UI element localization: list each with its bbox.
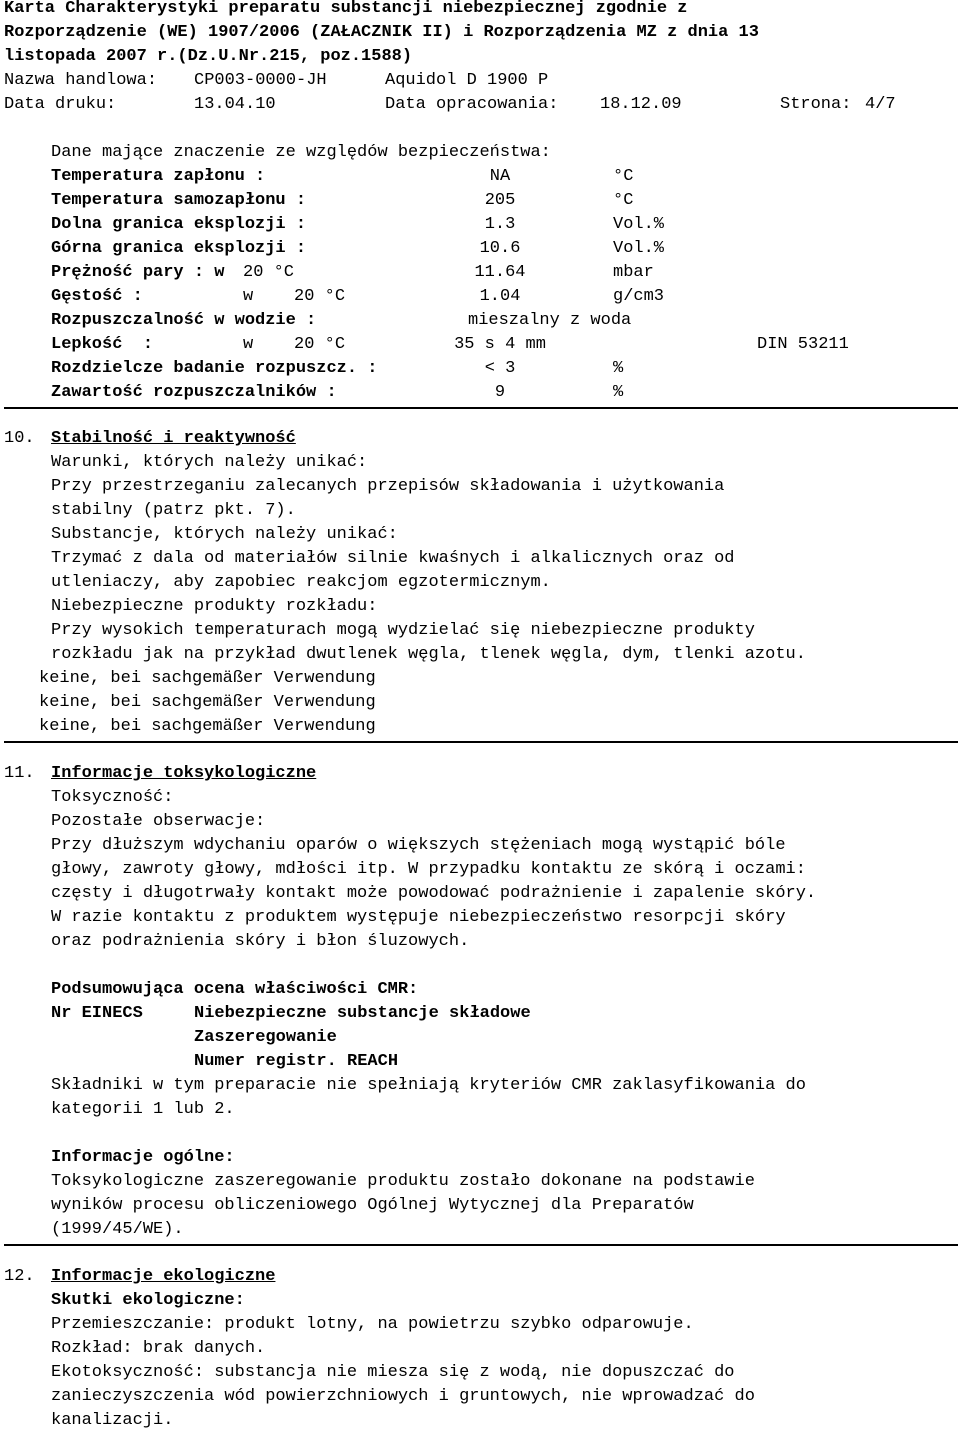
header-title-line-1: Karta Charakterystyki preparatu substancji niebezpiecznej zgodnie z xyxy=(4,0,688,18)
safety-heading: Dane mające znaczenie ze względów bezpieczeństwa: xyxy=(51,143,551,162)
prep-date-value: 18.12.09 xyxy=(600,95,682,114)
cmr-column-einecs: Nr EINECS xyxy=(51,1004,143,1023)
german-note-3: keine, bei sachgemäßer Verwendung xyxy=(39,717,376,736)
ecological-line-4: zanieczyszczenia wód powierzchniowych i gruntowych, nie wprowadzać do xyxy=(51,1387,755,1406)
safety-row-value: 11.64 xyxy=(474,263,526,282)
trade-name-value: Aquidol D 1900 P xyxy=(385,71,549,90)
page-number: 4/7 xyxy=(865,95,896,114)
general-info-line-2: wyników procesu obliczeniowego Ogólnej Wytycznej dla Preparatów xyxy=(51,1196,694,1215)
safety-row-condition: w 20 °C xyxy=(243,335,346,354)
safety-row-unit: °C xyxy=(613,191,634,210)
safety-row-value: 205 xyxy=(484,191,516,210)
section-11-number: 11. xyxy=(4,764,35,783)
ecological-line-2: Rozkład: brak danych. xyxy=(51,1339,266,1358)
section-11-title: Informacje toksykologiczne xyxy=(51,764,317,783)
safety-row-value: 1.3 xyxy=(484,215,516,234)
general-info-line-3: (1999/45/WE). xyxy=(51,1220,184,1239)
safety-row-unit: Vol.% xyxy=(613,239,665,258)
safety-row-unit: g/cm3 xyxy=(613,287,665,306)
safety-row-unit: °C xyxy=(613,167,634,186)
safety-row-value: 9 xyxy=(494,383,506,402)
section-divider xyxy=(4,407,958,409)
decomposition-label: Niebezpieczne produkty rozkładu: xyxy=(51,597,378,616)
toxicity-label: Toksyczność: xyxy=(51,788,174,807)
safety-row-unit: % xyxy=(613,359,624,378)
other-observations-line-3: częsty i długotrwały kontakt może powodować podrażnienie i zapalenie skóry. xyxy=(51,884,817,903)
ecological-effects-label: Skutki ekologiczne: xyxy=(51,1291,245,1310)
avoid-substances-line-1: Trzymać z dala od materiałów silnie kwaśnych i alkalicznych oraz od xyxy=(51,549,735,568)
trade-name-label: Nazwa handlowa: xyxy=(4,71,158,90)
prep-date-label: Data opracowania: xyxy=(385,95,559,114)
cmr-text-line-1: Składniki w tym preparacie nie spełniają kryteriów CMR zaklasyfikowania do xyxy=(51,1076,806,1095)
ecological-line-5: kanalizacji. xyxy=(51,1411,174,1430)
cmr-column-substances: Niebezpieczne substancje składowe xyxy=(194,1004,531,1023)
safety-row-unit: Vol.% xyxy=(613,215,665,234)
safety-row-label: Temperatura samozapłonu : xyxy=(51,191,307,210)
safety-row-value: mieszalny z woda xyxy=(468,311,632,330)
safety-row-label: Rozpuszczalność w wodzie : xyxy=(51,311,317,330)
safety-row-label: Prężność pary : w xyxy=(51,263,225,282)
safety-row-method: DIN 53211 xyxy=(757,335,849,354)
other-observations-line-2: głowy, zawroty głowy, mdłości itp. W przypadku kontaktu ze skórą i oczami: xyxy=(51,860,806,879)
other-observations-line-5: oraz podrażnienia skóry i błon śluzowych. xyxy=(51,932,470,951)
trade-code: CP003-0000-JH xyxy=(194,71,327,90)
other-observations-line-4: W razie kontaktu z produktem występuje niebezpieczeństwo resorpcji skóry xyxy=(51,908,786,927)
safety-row-unit: % xyxy=(613,383,624,402)
header-title-line-2: Rozporządzenie (WE) 1907/2006 (ZAŁACZNIK II) i Rozporządzenia MZ z dnia 13 xyxy=(4,23,759,42)
cmr-column-reach-number: Numer registr. REACH xyxy=(194,1052,399,1071)
avoid-substances-label: Substancje, których należy unikać: xyxy=(51,525,398,544)
safety-row-condition: 20 °C xyxy=(243,263,295,282)
avoid-conditions-line-1: Przy przestrzeganiu zalecanych przepisów składowania i użytkowania xyxy=(51,477,725,496)
safety-row-value: < 3 xyxy=(484,359,516,378)
safety-row-label: Gęstość : xyxy=(51,287,143,306)
safety-row-value: 1.04 xyxy=(479,287,521,306)
avoid-conditions-label: Warunki, których należy unikać: xyxy=(51,453,368,472)
cmr-assessment-label: Podsumowująca ocena właściwości CMR: xyxy=(51,980,419,999)
safety-row-value: 10.6 xyxy=(479,239,521,258)
section-12-number: 12. xyxy=(4,1267,35,1286)
ecological-line-1: Przemieszczanie: produkt lotny, na powietrzu szybko odparowuje. xyxy=(51,1315,694,1334)
section-10-number: 10. xyxy=(4,429,35,448)
avoid-conditions-line-2: stabilny (patrz pkt. 7). xyxy=(51,501,296,520)
safety-row-label: Temperatura zapłonu : xyxy=(51,167,266,186)
safety-row-value: NA xyxy=(489,167,511,186)
safety-row-unit: mbar xyxy=(613,263,654,282)
safety-row-condition: w 20 °C xyxy=(243,287,346,306)
general-info-line-1: Toksykologiczne zaszeregowanie produktu zostało dokonane na podstawie xyxy=(51,1172,755,1191)
safety-row-label: Zawartość rozpuszczalników : xyxy=(51,383,337,402)
safety-row-label: Lepkość : xyxy=(51,335,154,354)
section-12-title: Informacje ekologiczne xyxy=(51,1267,276,1286)
ecological-line-3: Ekotoksyczność: substancja nie miesza się z wodą, nie dopuszczać do xyxy=(51,1363,735,1382)
cmr-text-line-2: kategorii 1 lub 2. xyxy=(51,1100,235,1119)
section-divider xyxy=(4,741,958,743)
header-title-line-3: listopada 2007 r.(Dz.U.Nr.215, poz.1588) xyxy=(4,47,413,66)
decomposition-line-1: Przy wysokich temperaturach mogą wydzielać się niebezpieczne produkty xyxy=(51,621,755,640)
section-divider xyxy=(4,1244,958,1246)
german-note-1: keine, bei sachgemäßer Verwendung xyxy=(39,669,376,688)
safety-row-label: Dolna granica eksplozji : xyxy=(51,215,307,234)
print-date-label: Data druku: xyxy=(4,95,117,114)
decomposition-line-2: rozkładu jak na przykład dwutlenek węgla, tlenek węgla, dym, tlenki azotu. xyxy=(51,645,806,664)
cmr-column-classification: Zaszeregowanie xyxy=(194,1028,337,1047)
other-observations-label: Pozostałe obserwacje: xyxy=(51,812,266,831)
section-10-title: Stabilność i reaktywność xyxy=(51,429,296,448)
avoid-substances-line-2: utleniaczy, aby zapobiec reakcjom egzotermicznym. xyxy=(51,573,551,592)
page-label: Strona: xyxy=(780,95,852,114)
other-observations-line-1: Przy dłuższym wdychaniu oparów o większych stężeniach mogą wystąpić bóle xyxy=(51,836,786,855)
safety-row-value: 35 s 4 mm xyxy=(454,335,546,354)
safety-row-label: Rozdzielcze badanie rozpuszcz. : xyxy=(51,359,378,378)
print-date-value: 13.04.10 xyxy=(194,95,276,114)
general-info-label: Informacje ogólne: xyxy=(51,1148,235,1167)
german-note-2: keine, bei sachgemäßer Verwendung xyxy=(39,693,376,712)
safety-row-label: Górna granica eksplozji : xyxy=(51,239,307,258)
